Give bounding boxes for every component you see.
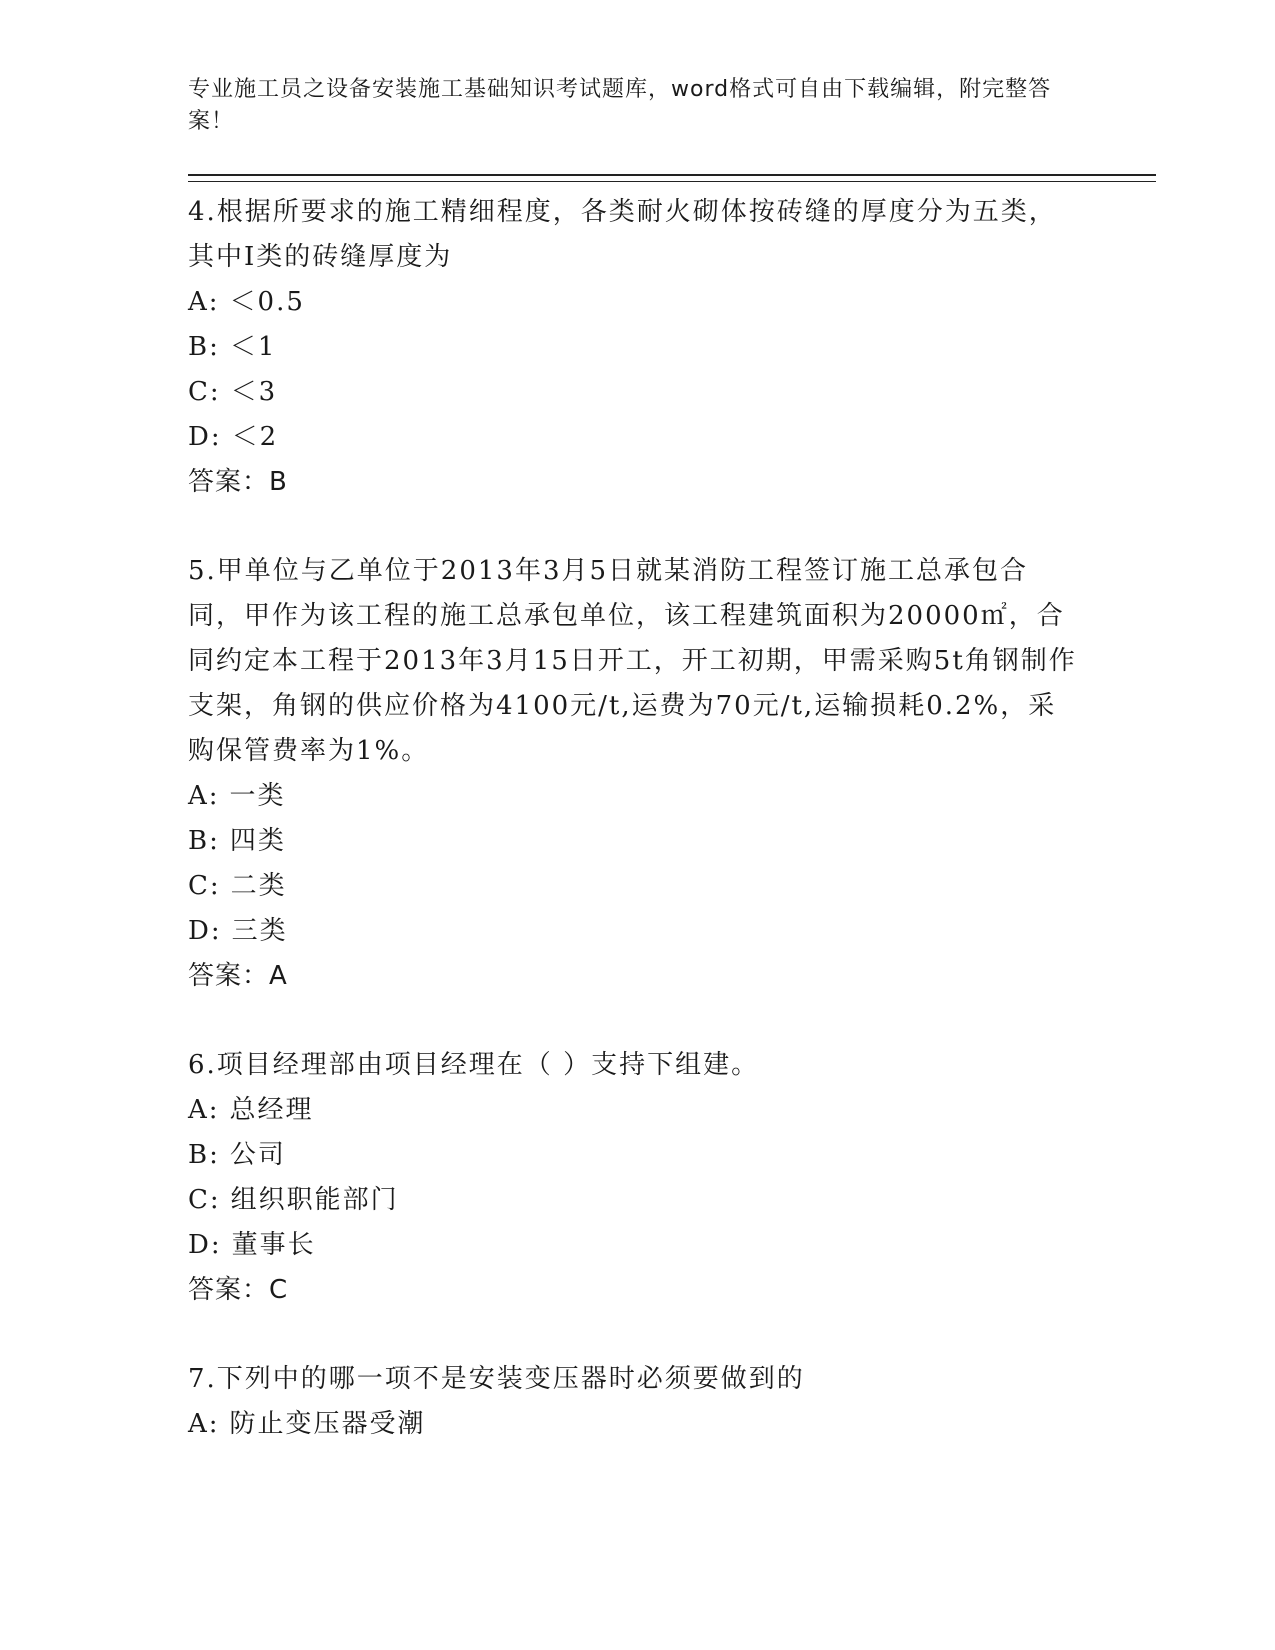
option-a: A: ＜0.5: [188, 287, 305, 317]
question-stem: 5.甲单位与乙单位于2013年3月5日就某消防工程签订施工总承包合同，甲作为该工程的施工总承包单位，该工程建筑面积为20000㎡，合同约定本工程于2013年3月15日开工，开工初期，甲需采购5t角钢制作支架，角钢的供应价格为4100元/t,运费为70元/t,运输损耗0.2%，采购保管费率为1%。: [188, 556, 1077, 766]
option-c: C: ＜3: [188, 377, 278, 407]
option-b: B: ＜1: [188, 332, 277, 362]
option-d: D: 董事长: [188, 1230, 316, 1260]
question-4: [188, 190, 1078, 505]
option-d: D: 三类: [188, 916, 288, 946]
answer-line: 答案：C: [188, 1275, 289, 1305]
question-stem: 6.项目经理部由项目经理在（ ）支持下组建。: [188, 1050, 760, 1080]
option-a: A: 一类: [188, 781, 286, 811]
answer-line: 答案：A: [188, 961, 288, 991]
question-6: [188, 1043, 1078, 1313]
option-d: D: ＜2: [188, 422, 279, 452]
option-b: B: 公司: [188, 1140, 286, 1170]
header-title: 专业施工员之设备安装施工基础知识考试题库，word格式可自由下载编辑，附完整答案！: [188, 77, 1052, 134]
question-7: [188, 1357, 1078, 1447]
option-b: B: 四类: [188, 826, 286, 856]
answer-line: 答案：B: [188, 467, 288, 497]
header-divider-thin: [188, 181, 1156, 182]
question-list: [188, 190, 1078, 1491]
option-a: A: 防止变压器受潮: [188, 1409, 426, 1439]
document-header: [188, 74, 1068, 138]
question-stem: 4.根据所要求的施工精细程度，各类耐火砌体按砖缝的厚度分为五类，其中I类的砖缝厚度为: [188, 197, 1057, 272]
option-c: C: 二类: [188, 871, 287, 901]
option-a: A: 总经理: [188, 1095, 314, 1125]
question-stem: 7.下列中的哪一项不是安装变压器时必须要做到的: [188, 1364, 805, 1394]
question-5: [188, 549, 1078, 999]
option-c: C: 组织职能部门: [188, 1185, 399, 1215]
header-divider-thick: [188, 174, 1156, 176]
